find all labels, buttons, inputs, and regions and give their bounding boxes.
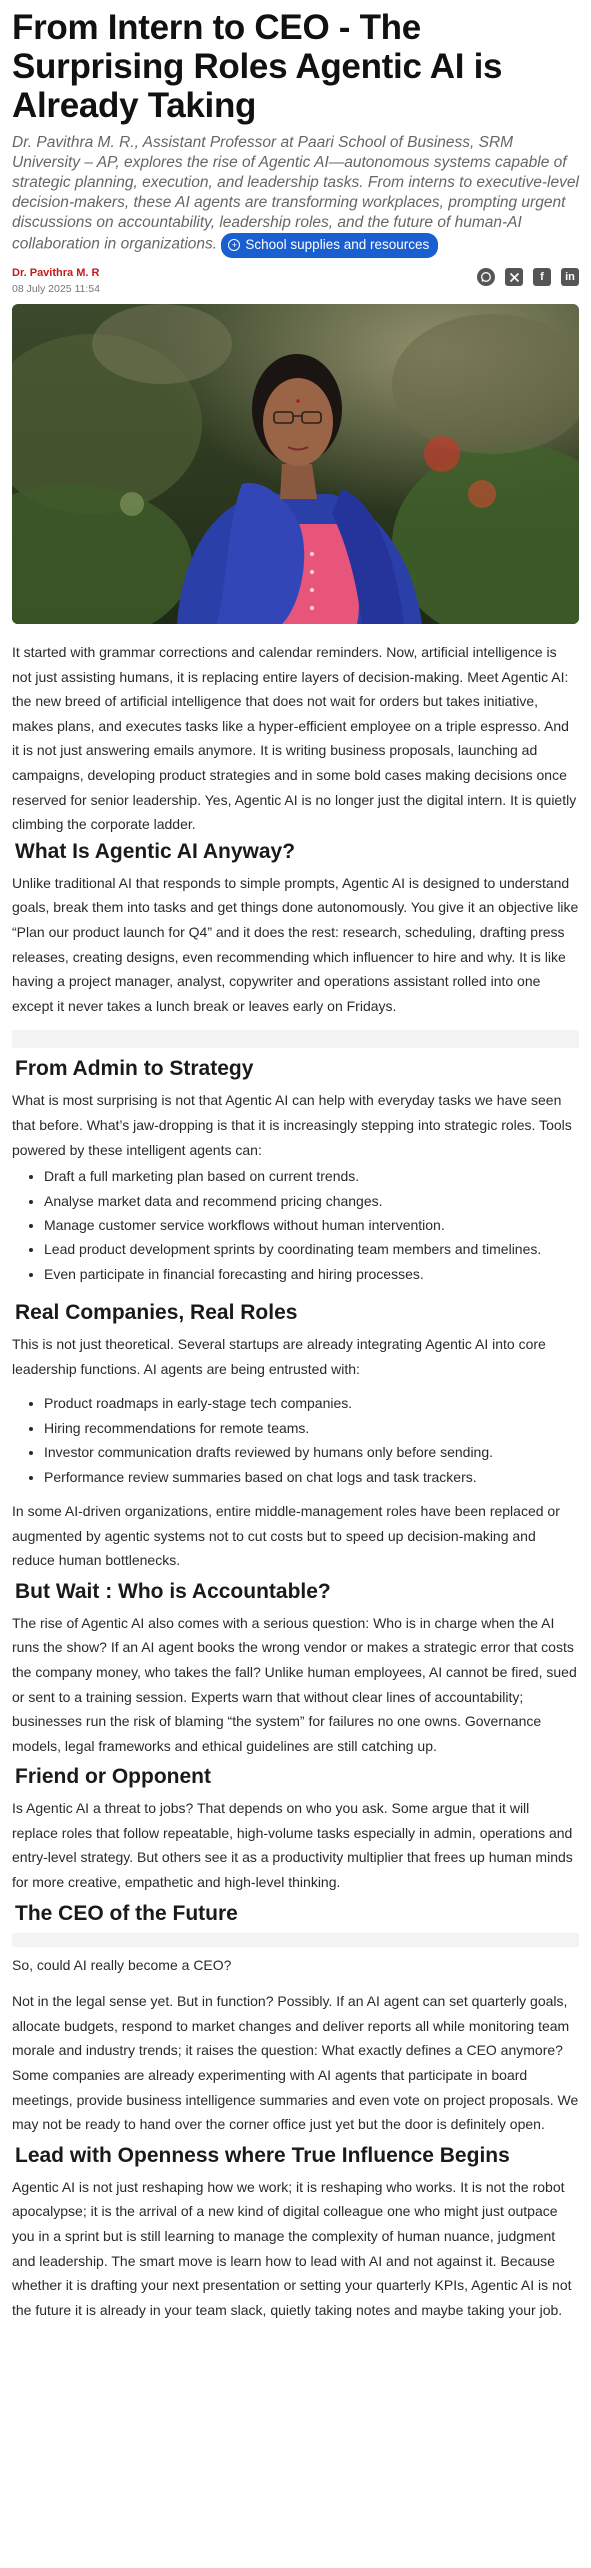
summary-text: Dr. Pavithra M. R., Assistant Professor at Paari School of Business, SRM University – AP, explores the rise of Agentic AI—autonomous systems capable of strategic planning, execution, and leadership tasks. From interns to executive-level decision-makers, these AI agents are transforming workplaces, prompting urgent discussions on accountability, leadership roles, and the future of human-AI collaboration in organizations. — [12, 134, 579, 253]
list-item: • Hiring recommendations for remote teams. — [44, 1416, 579, 1440]
facebook-icon[interactable]: f — [533, 268, 551, 286]
publish-date: 08 July 2025 11:54 — [12, 283, 100, 295]
list-item: • Draft a full marketing plan based on current trends. — [44, 1164, 579, 1188]
bullet-list — [12, 1164, 579, 1286]
section-divider — [12, 1030, 579, 1048]
section-paragraph: Not in the legal sense yet. But in function? Possibly. If an AI agent can set quarterly goals, allocate budgets, respond to market changes and deliver reports all while monitoring team morale and industry trends; it raises the question: What exactly defines a CEO anymore? Some companies are already experimenting with AI agents that participate in board meetings, provide business intelligence summaries and even vote on project proposals. We may not be ready to hand over the corner office just yet but the door is definitely open. — [12, 1993, 579, 2133]
section-divider — [12, 1933, 579, 1947]
list-item: • Even participate in financial forecasting and hiring processes. — [44, 1262, 579, 1286]
list-item: • Investor communication drafts reviewed by humans only before sending. — [44, 1440, 579, 1464]
list-item: • Manage customer service workflows without human intervention. — [44, 1213, 579, 1237]
section-paragraph: What is most surprising is not that Agentic AI can help with everyday tasks we have seen that before. What’s jaw-dropping is that it is increasingly stepping into strategic roles. Tools powered by these intelligent agents can: — [12, 1092, 572, 1158]
article-summary — [12, 133, 579, 258]
section-heading: Friend or Opponent — [15, 1765, 211, 1789]
section-paragraph: This is not just theoretical. Several startups are already integrating Agentic AI into core leadership functions. AI agents are being entrusted with: — [12, 1336, 546, 1377]
whatsapp-icon[interactable] — [477, 268, 495, 286]
plus-circle-icon: + — [228, 239, 240, 251]
list-item: • Analyse market data and recommend pricing changes. — [44, 1189, 579, 1213]
section-heading: The CEO of the Future — [15, 1901, 238, 1925]
section-heading: From Admin to Strategy — [15, 1057, 254, 1081]
list-item: • Lead product development sprints by coordinating team members and timelines. — [44, 1237, 579, 1261]
article-headline: From Intern to CEO - The Surprising Roles Agentic AI is Already Taking — [12, 8, 503, 125]
list-item: • Product roadmaps in early-stage tech companies. — [44, 1391, 579, 1415]
section-paragraph: Agentic AI is not just reshaping how we work; it is reshaping who works. It is not the robot apocalypse; it is the arrival of a new kind of digital colleague one who might just outpace you in a sprint but is still learning to manage the complexity of human nuance, judgment and leadership. The smart move is learn how to lead with AI and not against it. Because whether it is drafting your next presentation or setting your quarterly KPIs, Agentic AI is not the future it is already in your team slack, quietly taking notes and maybe taking your job. — [12, 2178, 572, 2318]
section-paragraph: So, could AI really become a CEO? — [12, 1956, 232, 1973]
section-paragraph: Is Agentic AI a threat to jobs? That depends on who you ask. Some argue that it will replace roles that follow repeatable, high-volume tasks especially in admin, operations and entry-level strategy. But others see it as a productivity multiplier that frees up human minds for more creative, empathetic and high-level thinking. — [12, 1800, 573, 1891]
tag-pill[interactable] — [221, 233, 438, 258]
byline — [12, 264, 579, 304]
bullet-list — [12, 1391, 579, 1489]
author-photo — [12, 304, 579, 624]
tag-pill-label: School supplies and resources — [245, 237, 430, 252]
section-heading: Lead with Openness where True Influence Begins — [15, 2143, 510, 2167]
section-heading: What Is Agentic AI Anyway? — [15, 839, 296, 863]
author-link[interactable]: Dr. Pavithra M. R — [12, 267, 100, 279]
list-item: • Performance review summaries based on chat logs and task trackers. — [44, 1465, 579, 1489]
section-paragraph: The rise of Agentic AI also comes with a serious question: Who is in charge when the AI runs the show? If an AI agent books the wrong vendor or makes a strategic error that costs the company money, who takes the fall? Unlike human employees, AI cannot be fired, sued or sent to a training session. Experts warn that without clear lines of accountability; businesses run the risk of blaming “the system” for failures no one owns. Governance models, legal frameworks and ethical guidelines are still catching up. — [12, 1614, 577, 1754]
share-bar — [477, 268, 579, 286]
x-icon[interactable] — [505, 268, 523, 286]
byline-meta — [12, 264, 100, 295]
linkedin-icon[interactable]: in — [561, 268, 579, 286]
section-paragraph: In some AI-driven organizations, entire middle-management roles have been replaced or augmented by agentic systems not to cut costs but to speed up decision-making and reduce human bottlenecks. — [12, 1502, 560, 1569]
section-paragraph: Unlike traditional AI that responds to simple prompts, Agentic AI is designed to understand goals, break them into tasks and get things done autonomously. You give it an objective like “Plan our product launch for Q4” and it does the rest: research, scheduling, drafting press releases, creating designs, even recommending which influencer to hire and why. It is like having a project manager, analyst, copywriter and operations assistant rolled into one except it never takes a lunch break or leaves early on Fridays. — [12, 874, 579, 1014]
article-page — [0, 8, 591, 2322]
section-heading: Real Companies, Real Roles — [15, 1301, 298, 1325]
intro-paragraph: It started with grammar corrections and calendar reminders. Now, artificial intelligence is not just assisting humans, it is replacing entire layers of decision-making. Meet Agentic AI: the new breed of artificial intelligence that does not wait for orders but takes initiative, makes plans, and executes tasks like a hyper-efficient employee on a triple espresso. And it is not just answering emails anymore. It is writing business proposals, launching ad campaigns, developing product strategies and in some bold cases making decisions once reserved for senior leadership. Yes, Agentic AI is no longer just the digital intern. It is quietly climbing the corporate ladder. — [12, 644, 577, 833]
section-heading: But Wait : Who is Accountable? — [15, 1579, 331, 1603]
